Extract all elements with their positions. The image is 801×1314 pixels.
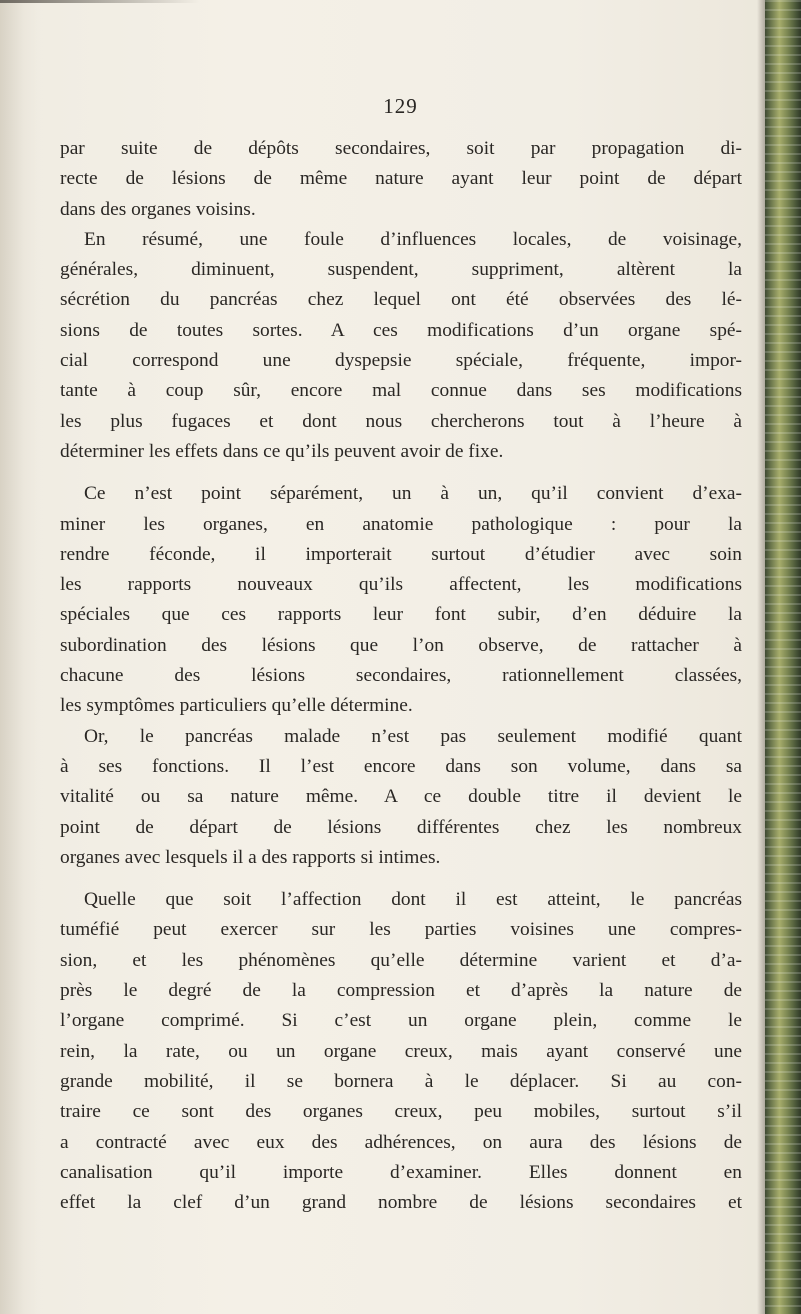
text-line: a contracté avec eux des adhérences, on aura des lésions de (60, 1131, 742, 1153)
page-left-shadow (0, 0, 40, 1314)
text-line: chacune des lésions secondaires, rationnellement classées, (60, 665, 742, 687)
text-line: les rapports nouveaux qu’ils affectent, les modifications (60, 574, 742, 596)
text-line: l’organe comprimé. Si c’est un organe plein, comme le (60, 1010, 742, 1032)
text-line: cial correspond une dyspepsie spéciale, fréquente, impor- (60, 350, 742, 372)
text-line: déterminer les effets dans ce qu’ils peuvent avoir de fixe. (60, 440, 504, 462)
scan-top-edge (0, 0, 200, 3)
text-line: effet la clef d’un grand nombre de lésions secondaires et (60, 1192, 742, 1214)
text-line: grande mobilité, il se bornera à le déplacer. Si au con- (60, 1070, 742, 1092)
text-line: spéciales que ces rapports leur font subir, d’en déduire la (60, 604, 742, 626)
text-line: générales, diminuent, suspendent, suppriment, altèrent la (60, 259, 742, 281)
text-line: dans des organes voisins. (60, 198, 256, 220)
text-line: sécrétion du pancréas chez lequel ont été observées des lé- (60, 289, 742, 311)
text-line: Ce n’est point séparément, un à un, qu’il convient d’exa- (84, 483, 742, 505)
text-line: vitalité ou sa nature même. A ce double titre il devient le (60, 786, 742, 808)
page-number: 129 (383, 94, 418, 118)
text-line: tuméfié peut exercer sur les parties voisines une compres- (60, 919, 742, 941)
paragraph-4 (60, 722, 742, 873)
text-line: sions de toutes sortes. A ces modifications d’un organe spé- (60, 319, 742, 341)
text-line: tante à coup sûr, encore mal connue dans ses modifications (60, 380, 742, 402)
text-line: Or, le pancréas malade n’est pas seulement modifié quant (84, 725, 742, 747)
text-line: En résumé, une foule d’influences locales, de voisinage, (84, 228, 742, 250)
text-line: subordination des lésions que l’on observe, de rattacher à (60, 634, 742, 656)
text-line: canalisation qu’il importe d’examiner. Elles donnent en (60, 1161, 742, 1183)
text-line: sion, et les phénomènes qu’elle détermine varient et d’a- (60, 949, 742, 971)
text-line: recte de lésions de même nature ayant leur point de départ (60, 168, 742, 190)
book-binding-edge (765, 0, 801, 1314)
text-line: rein, la rate, ou un organe creux, mais ayant conservé une (60, 1040, 742, 1062)
text-line: les plus fugaces et dont nous chercherons tout à l’heure à (60, 410, 742, 432)
text-line: organes avec lesquels il a des rapports si intimes. (60, 846, 441, 868)
text-line: les symptômes particuliers qu’elle détermine. (60, 695, 413, 717)
binding-shadow (757, 0, 765, 1314)
text-line: rendre féconde, il importerait surtout d’étudier avec soin (60, 543, 742, 565)
text-line: traire ce sont des organes creux, peu mobiles, surtout s’il (60, 1101, 742, 1123)
paragraph-2 (60, 225, 742, 467)
text-line: à ses fonctions. Il l’est encore dans son volume, dans sa (60, 755, 742, 777)
paragraph-1 (60, 134, 742, 225)
body-text (60, 134, 742, 1218)
paragraph-5 (60, 885, 742, 1218)
text-line: Quelle que soit l’affection dont il est atteint, le pancréas (84, 889, 742, 911)
paragraph-3 (60, 479, 742, 721)
text-line: près le degré de la compression et d’après la nature de (60, 980, 742, 1002)
text-line: point de départ de lésions différentes chez les nombreux (60, 816, 742, 838)
text-line: par suite de dépôts secondaires, soit par propagation di- (60, 138, 742, 159)
text-line: miner les organes, en anatomie pathologique : pour la (60, 513, 742, 535)
